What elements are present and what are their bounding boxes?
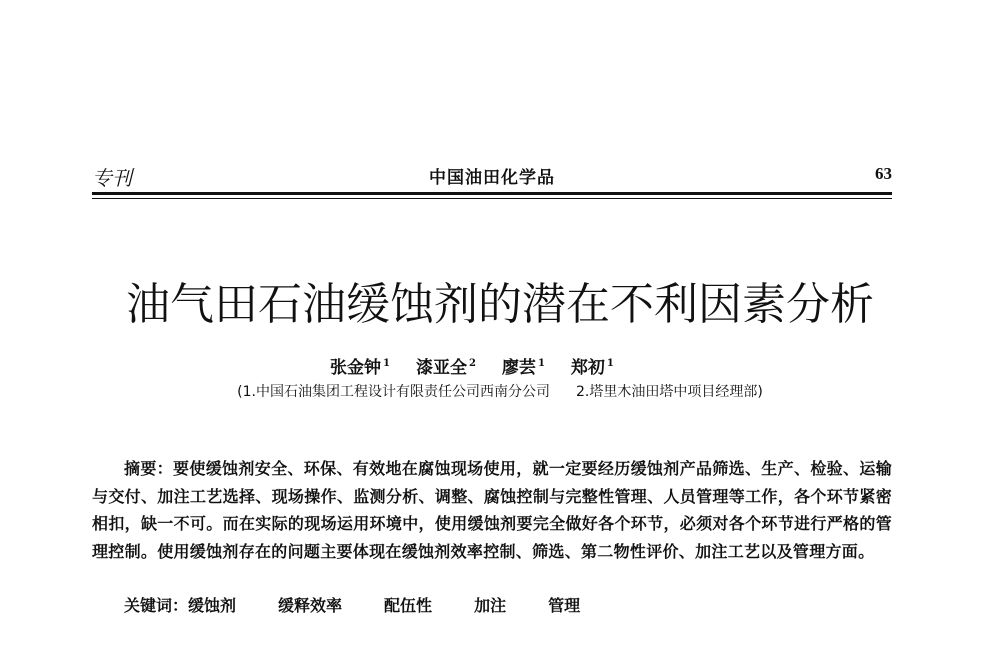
author xyxy=(571,358,614,378)
author-affiliation-mark: 1 xyxy=(383,358,390,370)
author-name: 郑初 xyxy=(570,358,605,378)
author-list xyxy=(330,353,640,378)
keyword: 加注 xyxy=(474,596,507,615)
author-name: 廖芸 xyxy=(501,358,536,378)
keyword: 管理 xyxy=(548,596,581,615)
abstract xyxy=(92,455,892,565)
keyword: 缓释效率 xyxy=(278,596,343,615)
author-name: 张金钟 xyxy=(330,358,381,378)
affiliation-2: 2.塔里木油田塔中项目经理部) xyxy=(576,384,763,400)
affiliations xyxy=(0,381,1000,401)
keywords-label: 关键词： xyxy=(124,596,189,615)
keyword: 配伍性 xyxy=(384,596,433,615)
keywords xyxy=(124,593,622,616)
abstract-label: 摘要： xyxy=(124,459,174,478)
running-header xyxy=(92,160,892,190)
author-affiliation-mark: 1 xyxy=(606,358,614,370)
author xyxy=(416,358,476,378)
abstract-text: 要使缓蚀剂安全、环保、有效地在腐蚀现场使用，就一定要经历缓蚀剂产品筛选、生产、检验、运输与交付、加注工艺选择、现场操作、监测分析、调整、腐蚀控制与完整性管理、人员管理等工作，各个环节紧密相扣，缺一不可。而在实际的现场运用环境中，使用缓蚀剂要完全做好各个环节，必须对各个环节进行严格的管理控制。使用缓蚀剂存在的问题主要体现在缓蚀剂效率控制、筛选、第二物性评价、加注工艺以及管理方面。 xyxy=(92,459,892,561)
author-affiliation-mark: 2 xyxy=(468,358,476,370)
affiliation-1: (1.中国石油集团工程设计有限责任公司西南分公司 xyxy=(237,384,550,400)
paper-title: 油气田石油缓蚀剂的潜在不利因素分析 xyxy=(126,279,874,331)
header-rule-thick xyxy=(92,192,892,195)
journal-name: 中国油田化学品 xyxy=(429,168,555,188)
author xyxy=(502,358,545,378)
journal-section-label: 专刊 xyxy=(92,166,132,190)
page-number: 63 xyxy=(875,164,892,183)
author-affiliation-mark: 1 xyxy=(537,358,545,370)
author-name: 漆亚全 xyxy=(415,358,467,378)
header-rule-thin xyxy=(92,198,892,199)
author xyxy=(330,358,390,378)
keyword: 缓蚀剂 xyxy=(188,596,237,615)
